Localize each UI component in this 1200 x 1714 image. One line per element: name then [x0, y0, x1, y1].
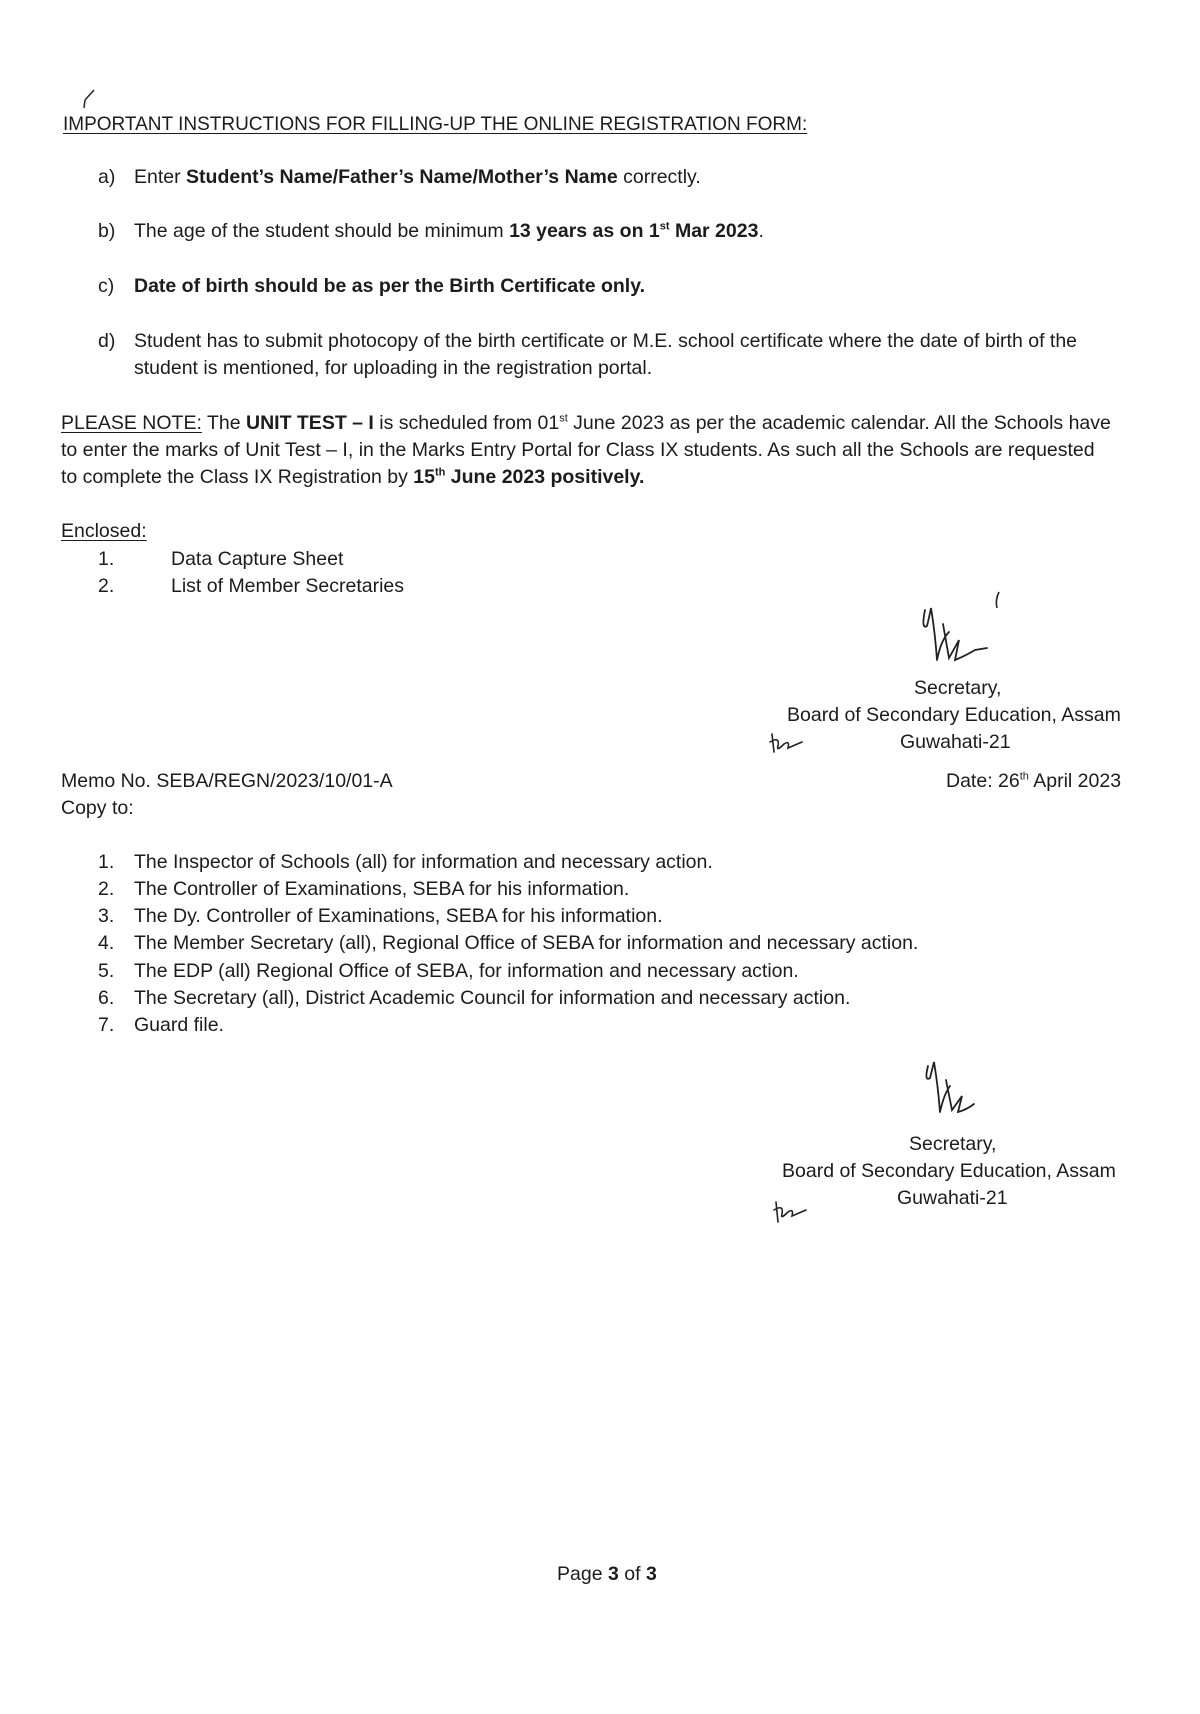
- signatory-place: Guwahati-21: [900, 731, 1011, 753]
- item-marker: c): [98, 275, 115, 297]
- enclosure-number: 2.: [98, 575, 115, 597]
- copy-to-label: Copy to:: [61, 797, 134, 819]
- copy-item: Guard file.: [134, 1014, 224, 1036]
- copy-number: 6.: [98, 987, 115, 1009]
- item-marker: a): [98, 166, 116, 188]
- signatory-org: Board of Secondary Education, Assam: [787, 704, 1121, 726]
- copy-number: 5.: [98, 960, 115, 982]
- item-marker: b): [98, 220, 116, 242]
- copy-number: 7.: [98, 1014, 115, 1036]
- signatory-org: Board of Secondary Education, Assam: [782, 1160, 1116, 1182]
- copy-item: The Controller of Examinations, SEBA for his information.: [134, 878, 630, 900]
- copy-number: 1.: [98, 851, 115, 873]
- instruction-item: [98, 166, 115, 189]
- note-line-3: to complete the Class IX Registration by 15th June 2023 positively.: [61, 466, 645, 488]
- enclosure-item: List of Member Secretaries: [171, 575, 405, 597]
- instruction-text: Student has to submit photocopy of the birth certificate or M.E. school certificate where the date of birth of the: [134, 330, 1078, 352]
- copy-item: The Inspector of Schools (all) for information and necessary action.: [134, 851, 713, 873]
- instruction-text: Enter Student’s Name/Father’s Name/Mother’s Name correctly.: [134, 166, 701, 188]
- copy-item: The Dy. Controller of Examinations, SEBA for his information.: [134, 905, 663, 927]
- page-number: Page 3 of 3: [557, 1563, 657, 1585]
- handwritten-signature: [920, 1052, 1000, 1122]
- document-heading: IMPORTANT INSTRUCTIONS FOR FILLING-UP THE ONLINE REGISTRATION FORM:: [63, 114, 808, 135]
- copy-number: 4.: [98, 932, 115, 954]
- enclosure-number: 1.: [98, 548, 115, 570]
- signatory-title: Secretary,: [914, 677, 1002, 699]
- initials-mark: [770, 1198, 810, 1226]
- instruction-text-continued: student is mentioned, for uploading in the registration portal.: [134, 357, 653, 379]
- note-label: PLEASE NOTE:: [61, 412, 202, 434]
- item-marker: d): [98, 330, 116, 352]
- tick-mark: [80, 88, 100, 110]
- instruction-item: [98, 330, 115, 353]
- copy-number: 2.: [98, 878, 115, 900]
- handwritten-signature: [915, 590, 1005, 670]
- instruction-item: [98, 220, 115, 243]
- note-line-1: PLEASE NOTE: The UNIT TEST – I is scheduled from 01st June 2023 as per the academic calendar. All the Schools have: [61, 412, 1111, 434]
- signatory-place: Guwahati-21: [897, 1187, 1008, 1209]
- instruction-text: The age of the student should be minimum 13 years as on 1st Mar 2023.: [134, 220, 764, 242]
- copy-item: The Secretary (all), District Academic Council for information and necessary action.: [134, 987, 851, 1009]
- memo-number: Memo No. SEBA/REGN/2023/10/01-A: [61, 770, 393, 792]
- instruction-text: Date of birth should be as per the Birth Certificate only.: [134, 275, 646, 297]
- copy-item: The EDP (all) Regional Office of SEBA, for information and necessary action.: [134, 960, 799, 982]
- instruction-item: [98, 275, 114, 298]
- enclosure-item: Data Capture Sheet: [171, 548, 344, 570]
- enclosed-label: Enclosed:: [61, 520, 147, 542]
- memo-date: Date: 26th April 2023: [946, 770, 1122, 792]
- signatory-title: Secretary,: [909, 1133, 997, 1155]
- copy-number: 3.: [98, 905, 115, 927]
- copy-item: The Member Secretary (all), Regional Office of SEBA for information and necessary action.: [134, 932, 919, 954]
- note-line-2: to enter the marks of Unit Test – I, in the Marks Entry Portal for Class IX students. As such all the Schools are requested: [61, 439, 1095, 461]
- initials-mark: [766, 730, 806, 756]
